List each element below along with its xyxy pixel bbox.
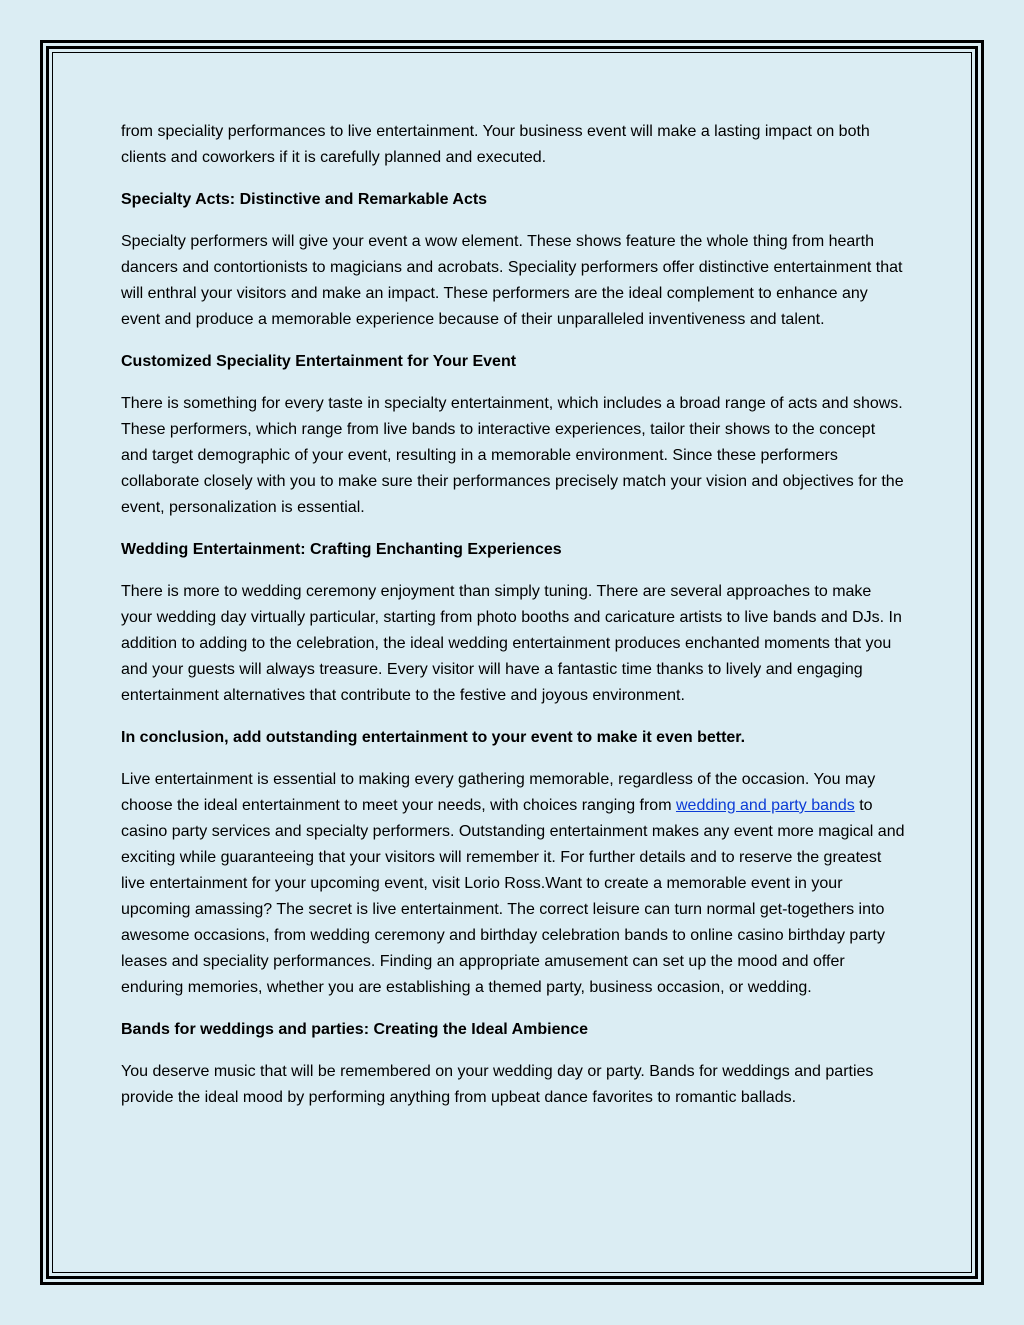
paragraph-conclusion: [121, 767, 905, 1001]
heading-bands: Bands for weddings and parties: Creating the Ideal Ambience: [121, 1021, 589, 1038]
paragraph-specialty-acts: Specialty performers will give your event a wow element. These shows feature the whole thing from hearth dancers and contortionists to magicians and acrobats. Speciality performers offer distinctive entertainment that will enthral your visitors and make an impact. These performers are the ideal complement to enhance any event and produce a memorable experience because of their unparalleled inventiveness and talent.: [121, 233, 903, 328]
paragraph-bands: You deserve music that will be remembered on your wedding day or party. Bands for weddings and parties provide the ideal mood by performing anything from upbeat dance favorites to romantic ballads.: [121, 1063, 874, 1106]
heading-wedding-entertainment: Wedding Entertainment: Crafting Enchanting Experiences: [121, 541, 562, 558]
conclusion-text-before-link: Live entertainment is essential to making every gathering memorable, regardless of the occasion. You may choose the ideal entertainment to meet your needs, with choices ranging from: [121, 771, 876, 814]
paragraph-customized-entertainment: There is something for every taste in specialty entertainment, which includes a broad range of acts and shows. These performers, which range from live bands to interactive experiences, tailor their shows to the concept and target demographic of your event, resulting in a memorable environment. Since these performers collaborate closely with you to make sure their performances precisely match your vision and objectives for the event, personalization is essential.: [121, 395, 904, 516]
heading-customized-entertainment: Customized Speciality Entertainment for Your Event: [121, 353, 517, 370]
document-body: [121, 119, 905, 1127]
heading-specialty-acts: Specialty Acts: Distinctive and Remarkable Acts: [121, 191, 488, 208]
conclusion-text-after-link: to casino party services and specialty performers. Outstanding entertainment makes any event more magical and exciting while guaranteeing that your visitors will remember it. For further details and to reserve the greatest live entertainment for your upcoming event, visit Lorio Ross.Want to create a memorable event in your upcoming amassing? The secret is live entertainment. The correct leisure can turn normal get-togethers into awesome occasions, from wedding ceremony and birthday celebration bands to online casino birthday party leases and speciality performances. Finding an appropriate amusement can set up the mood and offer enduring memories, whether you are establishing a themed party, business occasion, or wedding.: [121, 797, 905, 996]
wedding-and-party-bands-link[interactable]: wedding and party bands: [675, 797, 855, 814]
heading-conclusion: In conclusion, add outstanding entertainment to your event to make it even better.: [121, 729, 746, 746]
paragraph-wedding-entertainment: There is more to wedding ceremony enjoyment than simply tuning. There are several approaches to make your wedding day virtually particular, starting from photo booths and caricature artists to live bands and DJs. In addition to adding to the celebration, the ideal wedding entertainment produces enchanted moments that you and your guests will always treasure. Every visitor will have a fantastic time thanks to lively and engaging entertainment alternatives that contribute to the festive and joyous environment.: [121, 583, 902, 704]
intro-paragraph: from speciality performances to live entertainment. Your business event will make a lasting impact on both clients and coworkers if it is carefully planned and executed.: [121, 123, 870, 166]
